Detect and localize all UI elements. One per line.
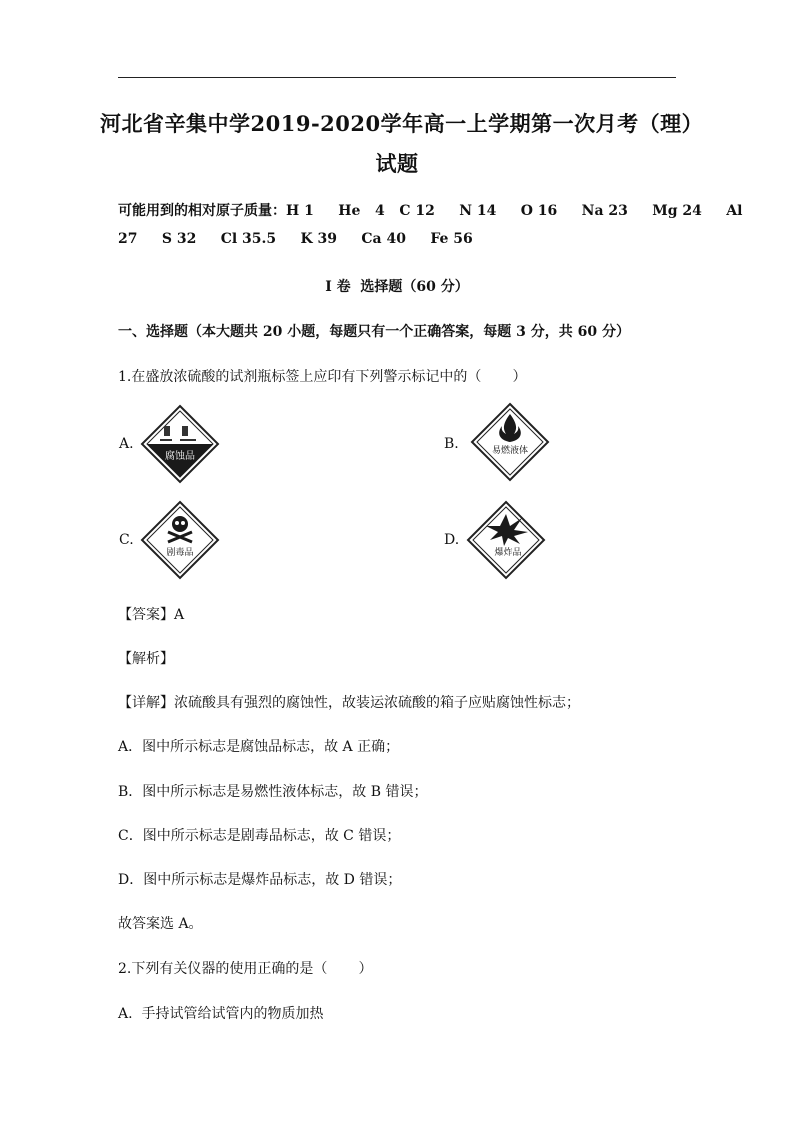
option-b-label: B. bbox=[444, 436, 459, 452]
part-heading: 一、选择题（本大题共 20 小题，每题只有一个正确答案，每题 3 分，共 60 分） bbox=[118, 324, 630, 340]
analysis-line-1: 【详解】浓硫酸具有强烈的腐蚀性，故装运浓硫酸的箱子应贴腐蚀性标志； bbox=[118, 695, 580, 711]
corrosive-sign-icon bbox=[140, 404, 220, 484]
option-a-label: A. bbox=[119, 436, 134, 452]
analysis-line-3: B．图中所示标志是易燃性液体标志，故 B 错误； bbox=[118, 784, 428, 800]
analysis-line-2: A．图中所示标志是腐蚀品标志，故 A 正确； bbox=[118, 739, 400, 755]
section-heading: I 卷 选择题（60 分） bbox=[325, 279, 469, 295]
explosive-sign-icon bbox=[466, 500, 546, 580]
option-c-label: C. bbox=[119, 532, 134, 548]
page-title-line2: 试题 bbox=[375, 151, 419, 176]
sign-text-toxic: 剧毒品 bbox=[166, 548, 194, 558]
analysis-heading: 【解析】 bbox=[118, 651, 174, 667]
analysis-line-5: D．图中所示标志是爆炸品标志，故 D 错误； bbox=[118, 872, 402, 888]
question-2-stem: 2.下列有关仪器的使用正确的是（ ） bbox=[118, 961, 373, 977]
option-d-label: D. bbox=[444, 532, 460, 548]
sign-text-explosive: 爆炸品 bbox=[494, 548, 522, 558]
flammable-liquid-sign-icon bbox=[470, 402, 550, 482]
analysis-line-4: C．图中所示标志是剧毒品标志，故 C 错误； bbox=[118, 828, 401, 844]
page-title: 河北省辛集中学2019-2020学年高一上学期第一次月考（理） bbox=[100, 111, 704, 136]
question-1-stem: 1.在盛放浓硫酸的试剂瓶标签上应印有下列警示标记中的（ ） bbox=[118, 369, 527, 385]
answer-line: 【答案】A bbox=[118, 607, 185, 623]
atomic-mass-line2: 27 S 32 Cl 35.5 K 39 Ca 40 Fe 56 bbox=[118, 231, 473, 247]
header-rule bbox=[118, 77, 676, 78]
sign-text-flammable: 易燃液体 bbox=[491, 446, 529, 456]
analysis-line-6: 故答案选 A。 bbox=[118, 916, 203, 932]
atomic-mass-line1: 可能用到的相对原子质量：H 1 He 4 C 12 N 14 O 16 Na 23 Mg 24 Al bbox=[118, 203, 743, 219]
sign-text-corrosive: 腐蚀品 bbox=[165, 451, 195, 462]
toxic-sign-icon bbox=[140, 500, 220, 580]
question-2-option-a: A. 手持试管给试管内的物质加热 bbox=[118, 1006, 324, 1022]
